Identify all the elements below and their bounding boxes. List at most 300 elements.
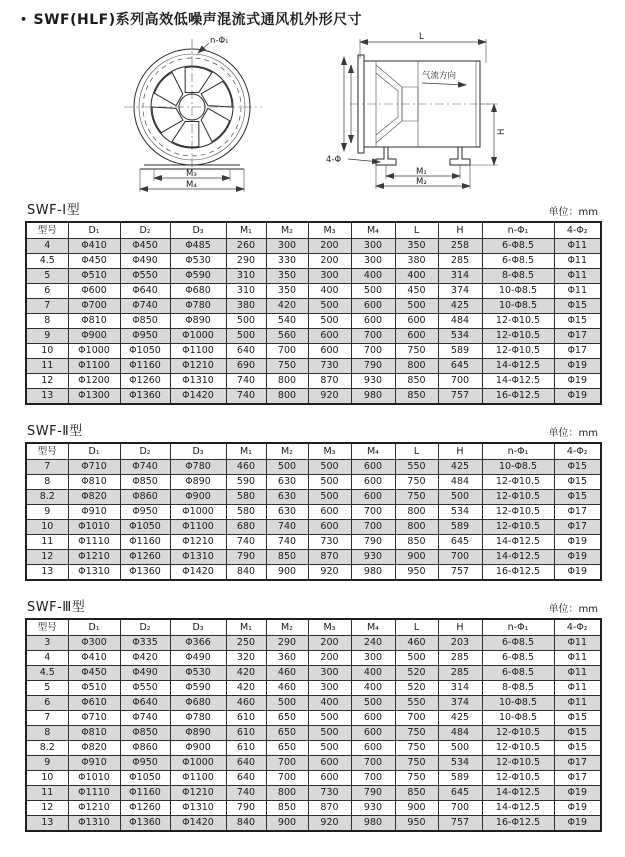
table-cell: Φ510: [68, 681, 120, 696]
table-cell: 600: [308, 505, 351, 520]
table-cell: 600: [308, 344, 351, 359]
table-cell: 700: [266, 771, 308, 786]
table-cell: Φ700: [68, 299, 120, 314]
table-cell: 500: [308, 314, 351, 329]
table-cell: Φ17: [554, 771, 601, 786]
table-cell: Φ19: [554, 801, 601, 816]
column-header: D₂: [120, 222, 170, 239]
table-cell: 12-Φ10.5: [482, 520, 554, 535]
column-header: M₄: [351, 443, 395, 460]
table-cell: Φ1210: [170, 786, 226, 801]
table-cell: 840: [226, 565, 266, 581]
table-cell: 14-Φ12.5: [482, 786, 554, 801]
model-cell: 8: [26, 314, 68, 329]
table-cell: Φ1360: [120, 565, 170, 581]
table-cell: 12-Φ10.5: [482, 314, 554, 329]
header-row: [26, 443, 601, 460]
table-cell: Φ530: [170, 254, 226, 269]
table-cell: Φ450: [68, 666, 120, 681]
table-cell: 600: [395, 329, 438, 344]
table-cell: 12-Φ10.5: [482, 344, 554, 359]
table-cell: Φ1210: [170, 535, 226, 550]
table-row: [26, 636, 601, 651]
table-cell: 750: [395, 344, 438, 359]
table-cell: Φ1050: [120, 520, 170, 535]
table-cell: Φ680: [170, 284, 226, 299]
table-cell: Φ1260: [120, 550, 170, 565]
column-header: D₂: [120, 443, 170, 460]
table-cell: 300: [266, 239, 308, 254]
table-cell: Φ550: [120, 681, 170, 696]
table-cell: Φ11: [554, 666, 601, 681]
table-cell: Φ860: [120, 490, 170, 505]
table-cell: Φ890: [170, 475, 226, 490]
table-row: [26, 726, 601, 741]
table-cell: 640: [226, 344, 266, 359]
table-cell: Φ1100: [170, 344, 226, 359]
label-n-phi1: n-Φ₁: [210, 36, 229, 46]
table-cell: 285: [438, 651, 482, 666]
fan-front-view-drawing: [110, 33, 275, 195]
table-cell: Φ366: [170, 636, 226, 651]
table-cell: 800: [395, 520, 438, 535]
table-row: [26, 505, 601, 520]
table-cell: 12-Φ10.5: [482, 741, 554, 756]
table-row: [26, 490, 601, 505]
table-cell: 790: [351, 786, 395, 801]
table-cell: 520: [395, 666, 438, 681]
table-cell: Φ19: [554, 550, 601, 565]
table-cell: 500: [308, 490, 351, 505]
table-cell: Φ1160: [120, 359, 170, 374]
table-cell: 900: [395, 801, 438, 816]
table-cell: 700: [438, 550, 482, 565]
table-cell: 16-Φ12.5: [482, 816, 554, 832]
table-cell: Φ1050: [120, 771, 170, 786]
table-cell: 730: [308, 359, 351, 374]
model-cell: 4.5: [26, 666, 68, 681]
column-header: M₂: [266, 619, 308, 636]
column-header: M₄: [351, 619, 395, 636]
table-cell: Φ1110: [68, 535, 120, 550]
table-cell: 790: [351, 359, 395, 374]
table-cell: 589: [438, 771, 482, 786]
table-cell: Φ11: [554, 681, 601, 696]
table-cell: Φ810: [68, 314, 120, 329]
table-cell: Φ17: [554, 329, 601, 344]
table-cell: 350: [395, 239, 438, 254]
table-cell: 600: [351, 726, 395, 741]
table-row: [26, 711, 601, 726]
airflow-direction-label: 气流方向: [422, 71, 457, 81]
table-cell: Φ300: [68, 636, 120, 651]
table-cell: Φ410: [68, 651, 120, 666]
model-cell: 7: [26, 711, 68, 726]
table-cell: 460: [395, 636, 438, 651]
table-cell: 484: [438, 726, 482, 741]
table-cell: 10-Φ8.5: [482, 460, 554, 475]
table-cell: 500: [395, 651, 438, 666]
table-cell: 700: [351, 771, 395, 786]
table-cell: 600: [351, 475, 395, 490]
table-row: [26, 696, 601, 711]
model-cell: 8.2: [26, 741, 68, 756]
table-cell: Φ17: [554, 756, 601, 771]
model-cell: 6: [26, 696, 68, 711]
model-cell: 4: [26, 651, 68, 666]
table-cell: 700: [438, 801, 482, 816]
model-cell: 7: [26, 299, 68, 314]
table-cell: Φ900: [68, 329, 120, 344]
table-row: [26, 460, 601, 475]
table-cell: Φ17: [554, 520, 601, 535]
table-cell: 500: [438, 741, 482, 756]
label-L: L: [419, 32, 424, 42]
model-cell: 13: [26, 389, 68, 405]
table-cell: 460: [226, 696, 266, 711]
table-cell: 540: [266, 314, 308, 329]
model-cell: 11: [26, 535, 68, 550]
table-cell: Φ590: [170, 269, 226, 284]
table-cell: 200: [308, 651, 351, 666]
table-cell: Φ1310: [68, 816, 120, 832]
column-header: H: [438, 222, 482, 239]
table-cell: 6-Φ8.5: [482, 254, 554, 269]
column-header: D₃: [170, 443, 226, 460]
table-cell: 640: [226, 756, 266, 771]
table-cell: 14-Φ12.5: [482, 550, 554, 565]
table-cell: 500: [226, 329, 266, 344]
model-cell: 9: [26, 505, 68, 520]
table-cell: 8-Φ8.5: [482, 681, 554, 696]
model-cell: 9: [26, 756, 68, 771]
table-cell: 800: [395, 359, 438, 374]
table-cell: 460: [266, 666, 308, 681]
table-cell: Φ1000: [170, 329, 226, 344]
table-cell: 360: [266, 651, 308, 666]
table-cell: 610: [226, 726, 266, 741]
table-cell: Φ11: [554, 284, 601, 299]
table-cell: Φ1310: [170, 374, 226, 389]
table-row: [26, 475, 601, 490]
table-cell: 534: [438, 756, 482, 771]
table-cell: 420: [226, 681, 266, 696]
model-cell: 11: [26, 786, 68, 801]
table-cell: 350: [266, 269, 308, 284]
table-cell: 310: [226, 269, 266, 284]
table-cell: Φ710: [68, 711, 120, 726]
table-cell: Φ1420: [170, 389, 226, 405]
table-cell: 400: [351, 666, 395, 681]
table-cell: 600: [351, 314, 395, 329]
table-cell: 700: [351, 756, 395, 771]
column-header: 型号: [26, 443, 68, 460]
table-cell: 400: [351, 681, 395, 696]
table-cell: 14-Φ12.5: [482, 359, 554, 374]
table-cell: 16-Φ12.5: [482, 389, 554, 405]
table-cell: 200: [308, 636, 351, 651]
table-row: [26, 239, 601, 254]
table-cell: Φ15: [554, 490, 601, 505]
table-cell: 420: [226, 666, 266, 681]
table-row: [26, 565, 601, 581]
table-row: [26, 269, 601, 284]
table-cell: Φ640: [120, 696, 170, 711]
label-m1: M₁: [416, 167, 427, 177]
table-cell: Φ1000: [170, 505, 226, 520]
table-cell: 16-Φ12.5: [482, 565, 554, 581]
table-cell: 740: [226, 535, 266, 550]
table-cell: 500: [308, 299, 351, 314]
table-cell: 700: [351, 329, 395, 344]
table-cell: Φ1160: [120, 786, 170, 801]
table-cell: Φ15: [554, 460, 601, 475]
technical-drawings: [0, 29, 625, 197]
table-cell: 730: [308, 786, 351, 801]
column-header: D₃: [170, 619, 226, 636]
table-cell: 650: [266, 741, 308, 756]
table-cell: 589: [438, 344, 482, 359]
table-cell: 8-Φ8.5: [482, 269, 554, 284]
table-cell: 930: [351, 374, 395, 389]
table-cell: 950: [395, 565, 438, 581]
column-header: M₃: [308, 443, 351, 460]
column-header: n-Φ₁: [482, 443, 554, 460]
table-row: [26, 801, 601, 816]
table-cell: 300: [308, 269, 351, 284]
table-cell: Φ910: [68, 756, 120, 771]
column-header: D₃: [170, 222, 226, 239]
table-cell: 900: [395, 550, 438, 565]
table-row: [26, 389, 601, 405]
table-cell: 290: [266, 636, 308, 651]
table-cell: 850: [395, 535, 438, 550]
table-cell: 600: [351, 460, 395, 475]
table-cell: 14-Φ12.5: [482, 535, 554, 550]
table-cell: 10-Φ8.5: [482, 696, 554, 711]
label-m4: M₄: [186, 180, 197, 190]
table-cell: Φ1360: [120, 816, 170, 832]
table-cell: Φ850: [120, 726, 170, 741]
table-cell: Φ19: [554, 816, 601, 832]
table-cell: Φ15: [554, 711, 601, 726]
table-cell: Φ1000: [68, 344, 120, 359]
column-header: M₄: [351, 222, 395, 239]
table-cell: Φ17: [554, 344, 601, 359]
table-cell: 700: [438, 374, 482, 389]
table-cell: 500: [395, 299, 438, 314]
table-cell: Φ780: [170, 460, 226, 475]
table-cell: 12-Φ10.5: [482, 726, 554, 741]
table-cell: Φ1200: [68, 374, 120, 389]
table-cell: 10-Φ8.5: [482, 711, 554, 726]
column-header: M₃: [308, 222, 351, 239]
model-cell: 4.5: [26, 254, 68, 269]
table-row: [26, 666, 601, 681]
table-cell: 757: [438, 816, 482, 832]
table-cell: 700: [266, 344, 308, 359]
table-cell: Φ740: [120, 711, 170, 726]
table-row: [26, 550, 601, 565]
table-cell: 420: [266, 299, 308, 314]
model-cell: 4: [26, 239, 68, 254]
table-cell: 630: [266, 475, 308, 490]
table-cell: 314: [438, 681, 482, 696]
table-cell: 790: [351, 535, 395, 550]
label-H: H: [497, 128, 507, 135]
table-cell: 250: [226, 636, 266, 651]
table-cell: 200: [308, 254, 351, 269]
table-cell: 500: [351, 284, 395, 299]
table-cell: 645: [438, 535, 482, 550]
table-cell: 6-Φ8.5: [482, 651, 554, 666]
table-cell: Φ1210: [68, 801, 120, 816]
column-header: D₁: [68, 222, 120, 239]
table-cell: 310: [226, 284, 266, 299]
table-row: [26, 284, 601, 299]
table-row: [26, 344, 601, 359]
table-cell: Φ740: [120, 460, 170, 475]
table-cell: Φ890: [170, 314, 226, 329]
model-cell: 8: [26, 726, 68, 741]
table-row: [26, 520, 601, 535]
table-row: [26, 329, 601, 344]
column-header: M₁: [226, 619, 266, 636]
table-cell: 534: [438, 329, 482, 344]
column-header: 型号: [26, 619, 68, 636]
table-cell: Φ11: [554, 696, 601, 711]
table-cell: Φ1010: [68, 520, 120, 535]
table-cell: Φ15: [554, 314, 601, 329]
table-cell: 6-Φ8.5: [482, 636, 554, 651]
table-cell: 980: [351, 816, 395, 832]
table-cell: 750: [395, 741, 438, 756]
table-cell: Φ11: [554, 239, 601, 254]
table-cell: 14-Φ12.5: [482, 801, 554, 816]
table-cell: 870: [308, 374, 351, 389]
dimension-table-swf-2: [25, 442, 602, 581]
table-cell: 740: [226, 786, 266, 801]
table-cell: Φ810: [68, 475, 120, 490]
table-cell: 980: [351, 389, 395, 405]
model-cell: 5: [26, 681, 68, 696]
table-cell: 730: [308, 535, 351, 550]
model-cell: 8.2: [26, 490, 68, 505]
table-title-swf-3: SWF-Ⅲ型: [27, 600, 86, 615]
table-cell: 600: [351, 490, 395, 505]
table-cell: 300: [308, 666, 351, 681]
table-cell: 500: [438, 490, 482, 505]
table-cell: 520: [395, 681, 438, 696]
table-cell: Φ680: [170, 696, 226, 711]
table-cell: 630: [266, 505, 308, 520]
table-cell: Φ1160: [120, 535, 170, 550]
model-cell: 8: [26, 475, 68, 490]
table-cell: Φ450: [68, 254, 120, 269]
table-row: [26, 681, 601, 696]
table-cell: 630: [266, 490, 308, 505]
table-cell: Φ15: [554, 741, 601, 756]
table-cell: 930: [351, 801, 395, 816]
table-cell: Φ860: [120, 741, 170, 756]
table-cell: Φ890: [170, 726, 226, 741]
table-cell: Φ1260: [120, 374, 170, 389]
table-cell: 700: [266, 756, 308, 771]
table-cell: 700: [351, 505, 395, 520]
table-cell: 580: [226, 505, 266, 520]
table-cell: Φ11: [554, 254, 601, 269]
table-cell: 790: [226, 801, 266, 816]
table-cell: Φ450: [120, 239, 170, 254]
table-cell: 600: [351, 299, 395, 314]
table-cell: 550: [395, 696, 438, 711]
table-row: [26, 816, 601, 832]
column-header: H: [438, 443, 482, 460]
table-cell: Φ820: [68, 490, 120, 505]
table-cell: Φ1100: [68, 359, 120, 374]
table-cell: 425: [438, 460, 482, 475]
table-cell: Φ410: [68, 239, 120, 254]
table-row: [26, 254, 601, 269]
table-cell: 285: [438, 666, 482, 681]
table-row: [26, 314, 601, 329]
table-cell: 10-Φ8.5: [482, 299, 554, 314]
table-cell: 840: [226, 816, 266, 832]
table-cell: 700: [395, 711, 438, 726]
table-cell: 740: [266, 535, 308, 550]
table-cell: 240: [351, 636, 395, 651]
table-cell: 6-Φ8.5: [482, 239, 554, 254]
table-cell: 260: [226, 239, 266, 254]
table-cell: 500: [308, 460, 351, 475]
column-header: D₁: [68, 619, 120, 636]
model-cell: 5: [26, 269, 68, 284]
model-cell: 12: [26, 374, 68, 389]
table-cell: 330: [266, 254, 308, 269]
table-cell: 258: [438, 239, 482, 254]
table-cell: Φ335: [120, 636, 170, 651]
table-cell: Φ490: [170, 651, 226, 666]
table-cell: 750: [266, 359, 308, 374]
column-header: D₁: [68, 443, 120, 460]
table-cell: Φ19: [554, 786, 601, 801]
table-cell: 590: [226, 475, 266, 490]
table-cell: 203: [438, 636, 482, 651]
column-header: D₂: [120, 619, 170, 636]
table-cell: Φ600: [68, 284, 120, 299]
table-cell: 750: [395, 475, 438, 490]
table-cell: 645: [438, 359, 482, 374]
column-header: M₁: [226, 443, 266, 460]
table-cell: 290: [226, 254, 266, 269]
table-cell: Φ1360: [120, 389, 170, 405]
table-row: [26, 359, 601, 374]
table-section-swf-3: [25, 594, 600, 832]
table-cell: 600: [308, 520, 351, 535]
model-cell: 13: [26, 816, 68, 832]
table-cell: 400: [395, 269, 438, 284]
table-cell: 950: [395, 816, 438, 832]
column-header: n-Φ₁: [482, 619, 554, 636]
table-cell: 870: [308, 550, 351, 565]
model-cell: 12: [26, 550, 68, 565]
table-cell: 900: [266, 816, 308, 832]
table-cell: Φ640: [120, 284, 170, 299]
table-cell: 600: [308, 329, 351, 344]
table-cell: 600: [308, 771, 351, 786]
table-cell: 300: [351, 239, 395, 254]
page-title: [0, 0, 625, 29]
